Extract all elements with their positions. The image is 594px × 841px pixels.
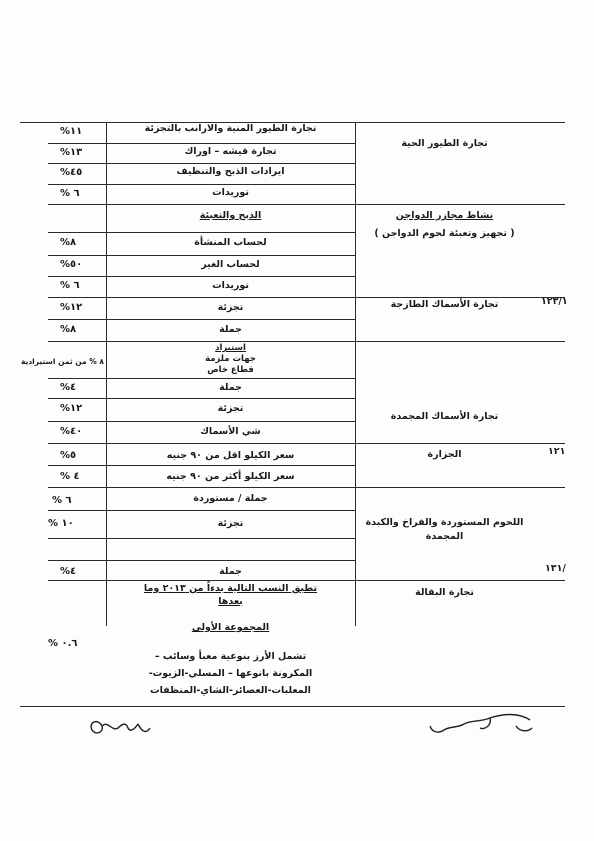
item-cell: قطاع خاص bbox=[207, 365, 254, 375]
activity-separator bbox=[355, 443, 565, 444]
row-separator bbox=[48, 163, 355, 164]
activity-separator bbox=[355, 580, 565, 581]
activity-label: تجارة الأسماك المجمدة bbox=[390, 411, 499, 422]
divider-item-column bbox=[355, 122, 356, 626]
activity-label: تجارة الأسماك الطازجة bbox=[390, 299, 499, 310]
item-cell: ايرادات الذبح والتنظيف bbox=[176, 166, 285, 177]
activity-code: ١٢١ bbox=[548, 446, 566, 457]
item-cell: لحساب الغير bbox=[201, 259, 260, 270]
percent-cell: % ٦ bbox=[60, 280, 80, 291]
item-cell: تجزئة bbox=[217, 302, 244, 313]
percent-cell: % ١٠ bbox=[48, 518, 74, 529]
row-separator bbox=[48, 510, 355, 511]
item-cell: جهات ملزمة bbox=[205, 354, 256, 364]
grocery-note: بعدها bbox=[218, 596, 243, 607]
row-separator bbox=[48, 204, 355, 205]
percent-cell: %٥ bbox=[60, 450, 77, 461]
percent-cell: %٤٠ bbox=[60, 426, 83, 437]
activity-label: نشاط مجازر الدواجن bbox=[395, 210, 494, 221]
divider-percent-column bbox=[106, 122, 107, 626]
group-description: المعلبات-العصائر-الشاي-المنظفات bbox=[150, 685, 311, 696]
signature-left bbox=[84, 710, 154, 745]
percent-cell: %٤٥ bbox=[60, 167, 83, 178]
item-cell: جملة / مستوردة bbox=[193, 493, 268, 504]
row-separator bbox=[48, 297, 355, 298]
row-separator bbox=[48, 341, 355, 342]
percent-cell: % ٦ bbox=[52, 495, 72, 506]
activity-code: ١٣١/ bbox=[545, 563, 566, 574]
row-separator bbox=[48, 560, 355, 561]
percent-cell: %٥٠ bbox=[60, 259, 83, 270]
item-cell: تجارة الطيور المنية والارانب بالتجزئة bbox=[144, 123, 317, 134]
row-separator bbox=[48, 232, 355, 233]
row-separator bbox=[48, 538, 355, 539]
item-cell: سعر الكيلو اقل من ٩٠ جنيه bbox=[166, 450, 295, 461]
percent-cell: %١٣ bbox=[60, 147, 83, 158]
row-separator bbox=[48, 319, 355, 320]
item-cell: استيراد bbox=[215, 343, 246, 353]
group-title: المجموعة الأولى bbox=[191, 622, 270, 633]
activity-label: ( تجهيز وتعبئة لحوم الدواجن ) bbox=[374, 228, 515, 239]
row-separator bbox=[48, 580, 355, 581]
activity-code: ١٢٣/١ bbox=[541, 296, 568, 307]
item-cell: تجزئة bbox=[217, 518, 244, 529]
activity-label: الجزارة bbox=[427, 449, 462, 460]
item-cell: جملة bbox=[219, 566, 242, 577]
activity-label: اللحوم المستوردة والفراخ والكبدة bbox=[365, 517, 524, 528]
signature-right bbox=[420, 706, 540, 744]
percent-cell: %٨ bbox=[60, 324, 77, 335]
row-separator bbox=[48, 421, 355, 422]
percent-cell: %٨ bbox=[60, 237, 77, 248]
percent-cell: % ٤ bbox=[60, 471, 80, 482]
row-separator bbox=[48, 487, 355, 488]
activity-label: المجمدة bbox=[425, 531, 464, 542]
item-cell: الذبح والتعبئة bbox=[199, 210, 262, 221]
row-separator bbox=[48, 398, 355, 399]
percent-cell: %٤ bbox=[60, 382, 77, 393]
percent-cell: % ٦ bbox=[60, 188, 80, 199]
item-cell: جملة bbox=[219, 324, 242, 335]
activity-separator bbox=[355, 487, 565, 488]
row-separator bbox=[48, 465, 355, 466]
percent-cell: %١٢ bbox=[60, 403, 83, 414]
percent-cell: %٤ bbox=[60, 566, 77, 577]
activity-label: تجارة الطيور الحية bbox=[401, 138, 488, 149]
row-separator bbox=[48, 143, 355, 144]
row-separator bbox=[48, 378, 355, 379]
item-cell: تجارة قيشه – اوراك bbox=[184, 146, 277, 157]
row-separator bbox=[48, 255, 355, 256]
activity-separator bbox=[355, 204, 565, 205]
item-cell: توريدات bbox=[212, 280, 249, 291]
item-cell: جملة bbox=[219, 382, 242, 393]
item-cell: سعر الكيلو أكثر من ٩٠ جنيه bbox=[166, 471, 295, 482]
percent-cell: % ٠.٦ bbox=[48, 638, 78, 649]
activity-separator bbox=[355, 341, 565, 342]
row-separator bbox=[48, 443, 355, 444]
percent-cell: ٨ % من ثمن استيرادية bbox=[20, 357, 104, 366]
activity-label: تجارة البقالة bbox=[415, 587, 474, 598]
item-cell: توريدات bbox=[212, 187, 249, 198]
percent-cell: %١٢ bbox=[60, 302, 83, 313]
row-separator bbox=[48, 276, 355, 277]
grocery-note: تطبق النسب التالية بدءاً من ٢٠١٣ وما bbox=[143, 583, 318, 594]
group-description: المكرونة بانوعها – المسلي-الزيوت- bbox=[148, 668, 313, 679]
item-cell: شي الأسماك bbox=[200, 426, 261, 437]
percent-cell: %١١ bbox=[60, 126, 83, 137]
item-cell: تجزئة bbox=[217, 403, 244, 414]
activity-separator bbox=[355, 297, 565, 298]
item-cell: لحساب المنشأة bbox=[194, 237, 267, 248]
row-separator bbox=[48, 184, 355, 185]
group-description: تشمل الأرز بنوعية معبأ وسائب – bbox=[154, 651, 307, 662]
